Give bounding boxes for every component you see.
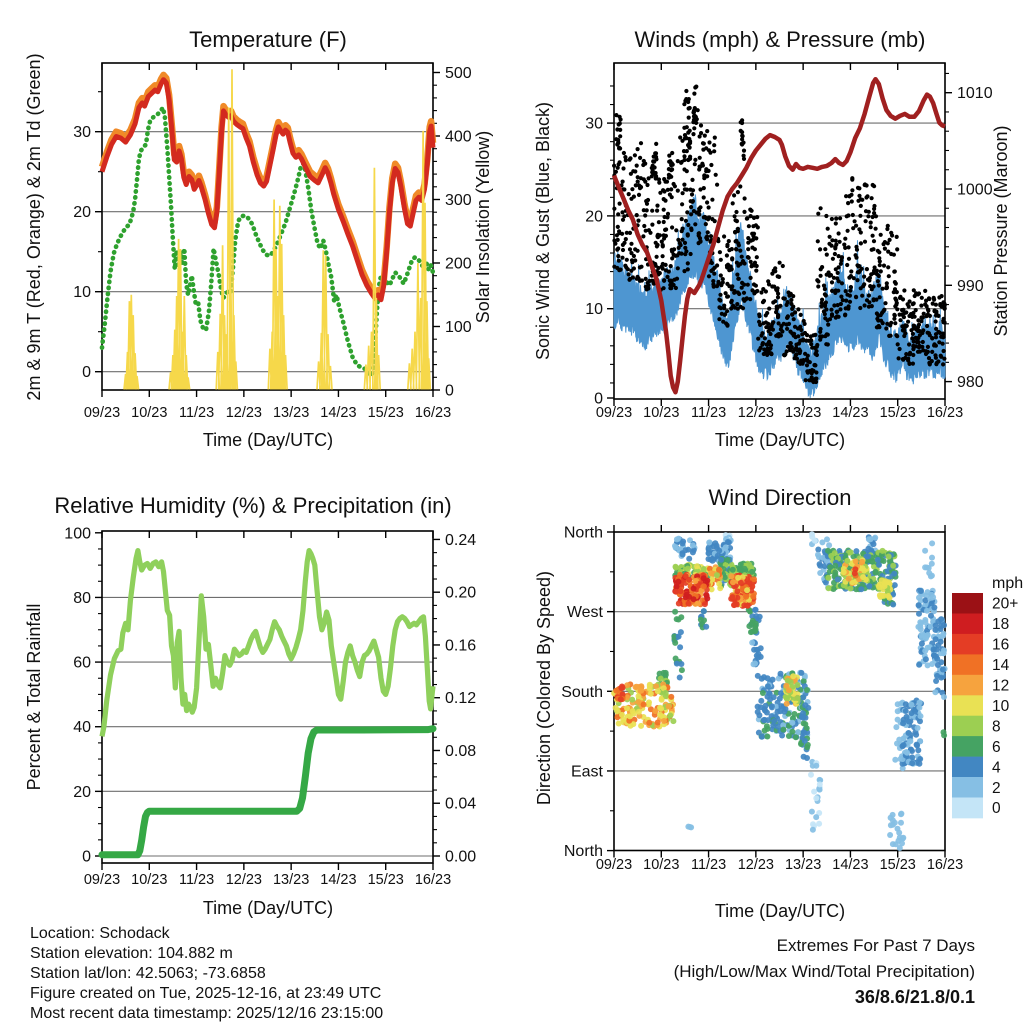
panel-temperature (73, 63, 472, 421)
extremes-block (674, 936, 975, 1007)
svg-text:20: 20 (585, 208, 603, 226)
svg-text:15/23: 15/23 (879, 857, 916, 873)
temperature-series (102, 69, 433, 389)
panel-rh-ylabel-left: Percent & Total Rainfall (24, 603, 44, 791)
svg-text:14/23: 14/23 (832, 857, 869, 873)
footer-elevation: Station elevation: 104.882 m (30, 945, 233, 962)
svg-text:8: 8 (992, 718, 1001, 736)
dewpoint-2m-series (102, 108, 433, 376)
svg-text:11/23: 11/23 (178, 405, 215, 421)
svg-text:West: West (566, 604, 603, 622)
svg-text:12: 12 (992, 677, 1010, 695)
svg-text:20: 20 (73, 783, 91, 801)
svg-text:mph: mph (992, 575, 1024, 592)
svg-text:0.08: 0.08 (445, 742, 477, 760)
svg-text:18: 18 (992, 616, 1010, 634)
svg-text:1010: 1010 (957, 85, 993, 103)
panel-temperature-ylabel-left: 2m & 9m T (Red, Orange) & 2m Td (Green) (24, 53, 44, 401)
svg-text:09/23: 09/23 (595, 405, 633, 421)
extremes-subtitle: (High/Low/Max Wind/Total Precipitation) (673, 962, 975, 981)
panel-rh-title: Relative Humidity (%) & Precipitation (in) (54, 493, 452, 518)
svg-text:16/23: 16/23 (414, 405, 452, 421)
svg-text:15/23: 15/23 (879, 405, 916, 421)
svg-text:16/23: 16/23 (414, 872, 452, 888)
svg-text:13/23: 13/23 (272, 405, 310, 421)
svg-text:North: North (563, 843, 603, 861)
svg-text:100: 100 (445, 319, 472, 336)
svg-text:0: 0 (82, 848, 91, 866)
panel-temperature-ylabel-right: Solar Insolation (Yellow) (473, 130, 493, 324)
panel-winds-pressure (585, 63, 992, 421)
panel-winds-ylabel-right: Station Pressure (Maroon) (991, 125, 1011, 337)
panel-winddir-ylabel-left: Direction (Colored By Speed) (534, 570, 554, 806)
svg-text:12/23: 12/23 (225, 872, 263, 888)
svg-text:0.00: 0.00 (445, 848, 477, 866)
panel-temperature-title: Temperature (F) (189, 27, 347, 52)
svg-text:12/23: 12/23 (225, 405, 263, 421)
svg-text:80: 80 (73, 589, 91, 607)
svg-text:200: 200 (445, 255, 472, 273)
svg-text:400: 400 (445, 128, 472, 146)
svg-text:12/23: 12/23 (737, 405, 775, 421)
svg-text:11/23: 11/23 (178, 872, 215, 888)
svg-text:4: 4 (992, 759, 1001, 777)
svg-text:0: 0 (445, 382, 454, 400)
svg-text:13/23: 13/23 (784, 857, 822, 873)
extremes-title: Extremes For Past 7 Days (776, 936, 975, 955)
svg-text:10/23: 10/23 (131, 872, 168, 888)
svg-text:0.04: 0.04 (445, 795, 477, 813)
svg-text:10/23: 10/23 (643, 405, 680, 421)
svg-text:14: 14 (992, 657, 1010, 675)
svg-text:60: 60 (73, 654, 91, 672)
svg-text:0.20: 0.20 (445, 584, 477, 602)
svg-text:14/23: 14/23 (320, 405, 357, 421)
svg-text:North: North (563, 524, 603, 542)
rh-precip-series (102, 551, 433, 855)
svg-text:100: 100 (64, 525, 91, 543)
svg-text:980: 980 (957, 374, 984, 392)
svg-text:20+: 20+ (992, 595, 1019, 613)
panel-rh-precip (64, 525, 476, 888)
svg-text:0.24: 0.24 (445, 531, 477, 549)
winds-series (612, 79, 947, 398)
station-footer (30, 925, 383, 1022)
svg-text:10/23: 10/23 (131, 405, 168, 421)
svg-text:South: South (561, 683, 603, 701)
extremes-values: 36/8.6/21.8/0.1 (854, 987, 975, 1007)
svg-text:15/23: 15/23 (367, 872, 404, 888)
svg-text:300: 300 (445, 192, 472, 209)
svg-text:13/23: 13/23 (272, 872, 310, 888)
panel-winds-xlabel: Time (Day/UTC) (714, 430, 846, 450)
svg-text:500: 500 (445, 65, 472, 82)
svg-text:0.16: 0.16 (445, 637, 477, 655)
panel-rh-xlabel: Time (Day/UTC) (202, 898, 334, 918)
panel-winddir-title: Wind Direction (708, 485, 852, 510)
svg-text:40: 40 (73, 719, 91, 737)
footer-created: Figure created on Tue, 2025-12-16, at 23:49 UTC (30, 985, 382, 1002)
svg-text:14/23: 14/23 (320, 872, 357, 888)
wind-speed-colorbar (952, 575, 1023, 818)
svg-text:0: 0 (82, 364, 91, 382)
svg-text:30: 30 (73, 124, 91, 142)
panel-winddir-xlabel: Time (Day/UTC) (714, 901, 846, 921)
svg-text:2: 2 (992, 779, 1001, 797)
footer-latlon: Station lat/lon: 42.5063; -73.6858 (30, 965, 266, 982)
svg-text:20: 20 (73, 204, 91, 222)
svg-text:16: 16 (992, 636, 1010, 654)
svg-text:30: 30 (585, 115, 603, 133)
relative-humidity-series (102, 551, 433, 737)
svg-text:11/23: 11/23 (690, 857, 727, 873)
svg-text:10/23: 10/23 (643, 857, 680, 873)
svg-text:990: 990 (957, 277, 984, 295)
svg-text:09/23: 09/23 (595, 857, 633, 873)
svg-text:13/23: 13/23 (784, 405, 822, 421)
svg-text:16/23: 16/23 (926, 857, 964, 873)
footer-location: Location: Schodack (30, 925, 170, 942)
svg-text:0.12: 0.12 (445, 690, 477, 708)
svg-text:09/23: 09/23 (83, 872, 121, 888)
svg-text:10: 10 (585, 301, 603, 319)
panel-winds-ylabel-left: Sonic Wind & Gust (Blue, Black) (533, 101, 553, 361)
svg-text:15/23: 15/23 (367, 405, 404, 421)
svg-text:11/23: 11/23 (690, 405, 727, 421)
panel-wind-direction (561, 525, 1023, 874)
svg-text:6: 6 (992, 738, 1001, 756)
panel-winds-title: Winds (mph) & Pressure (mb) (634, 27, 926, 52)
svg-text:14/23: 14/23 (832, 405, 869, 421)
svg-text:12/23: 12/23 (737, 857, 775, 873)
svg-text:10: 10 (73, 284, 91, 302)
svg-text:10: 10 (992, 697, 1010, 715)
svg-text:0: 0 (594, 390, 603, 408)
svg-text:09/23: 09/23 (83, 405, 121, 421)
svg-text:16/23: 16/23 (926, 405, 964, 421)
footer-timestamp: Most recent data timestamp: 2025/12/16 23:15:00 (30, 1005, 384, 1022)
panel-temperature-xlabel: Time (Day/UTC) (202, 430, 334, 450)
temp-2m-series (102, 80, 433, 300)
svg-text:0: 0 (992, 800, 1001, 818)
svg-text:1000: 1000 (957, 181, 993, 199)
svg-text:East: East (570, 763, 603, 781)
